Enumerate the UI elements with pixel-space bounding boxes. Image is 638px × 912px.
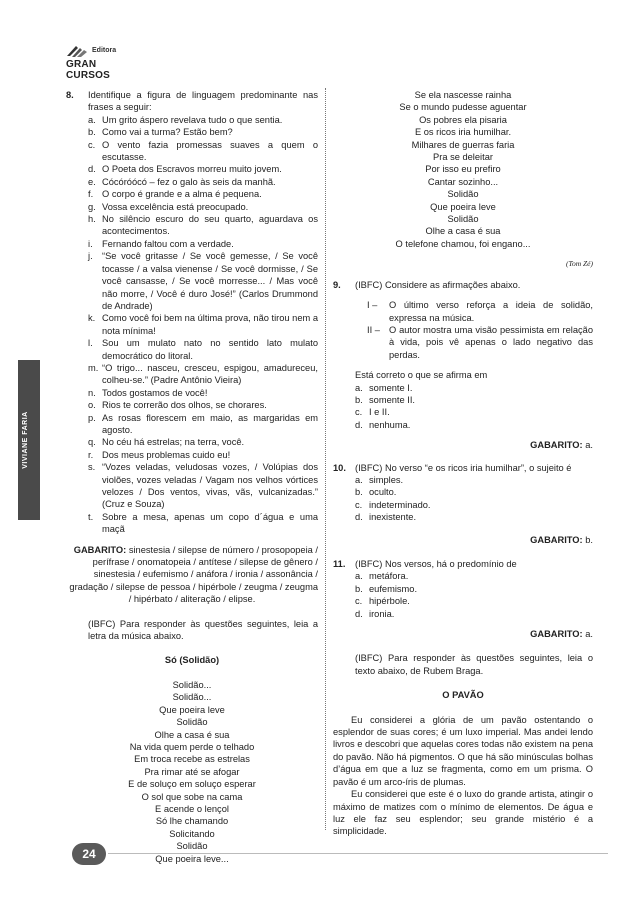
option-text: “O trigo... nasceu, cresceu, espigou, amadureceu, colheu-se.” (Padre Antônio Vieira) <box>102 362 318 386</box>
publisher-logo <box>66 44 136 81</box>
option-text: nenhuma. <box>369 419 411 430</box>
option-text: O Poeta dos Escravos morreu muito jovem. <box>102 164 282 175</box>
option-text: Todos gostamos de você! <box>102 387 208 398</box>
option-letter: b. <box>88 127 96 138</box>
option-letter: c. <box>355 407 363 418</box>
answer-key-value: a. <box>585 629 593 640</box>
statement-item <box>355 324 593 361</box>
option-letter: d. <box>355 419 363 430</box>
statement-label: I – <box>367 300 378 311</box>
page-number: 24 <box>72 843 106 865</box>
option-text: Sou um mulato nato no sentido lato mulato democrático do litoral. <box>102 338 318 361</box>
statement-list <box>355 299 593 361</box>
option-text: I e II. <box>369 407 390 418</box>
option-text: O corpo é grande e a alma é pequena. <box>102 189 262 200</box>
option-letter: d. <box>88 164 96 175</box>
question-11 <box>333 558 593 620</box>
poem-line: Cantar sozinho... <box>427 176 499 187</box>
question-number: 8. <box>66 90 74 100</box>
logo-brand-text: GRAN CURSOS <box>66 59 110 81</box>
option-letter: m. <box>88 362 99 373</box>
option-letter: c. <box>88 139 96 150</box>
option-text: somente I. <box>369 382 413 393</box>
option-letter: b. <box>355 583 363 594</box>
option-text: Fernando faltou com a verdade. <box>102 238 234 249</box>
statement-text: O autor mostra uma visão pessimista em relação à vida, pois vê apenas o lado negativo das perdas. <box>389 324 593 360</box>
option-item <box>355 474 593 486</box>
author-side-tab <box>18 360 40 520</box>
option-text: No silêncio escuro do seu quarto, aguardava os acontecimentos. <box>102 214 318 237</box>
answer-key-label: GABARITO: <box>530 629 583 640</box>
right-column <box>333 89 593 838</box>
logo-editora-text: Editora <box>92 47 117 54</box>
poem-line: Só lhe chamando <box>155 816 229 827</box>
text-paragraph-1: Eu considerei a glória de um pavão ostentando o esplendor de suas cores; é um luxo imperial. Mas andei lendo livros e descobri que aquelas cores todas não existem na pena do pavão. Não há pigmentos. O que há são minúsculas bolhas d’água em que a luz se fragmenta, como em um prisma. O pavão é um arco-íris de plumas. <box>333 714 593 787</box>
question-8 <box>66 89 318 536</box>
option-list <box>355 570 593 620</box>
option-letter: l. <box>88 338 93 349</box>
option-letter: a. <box>355 571 363 582</box>
option-item <box>355 570 593 582</box>
poem-line: E acende o lençol <box>155 803 229 814</box>
poem-line: E de soluço em soluço esperar <box>128 779 256 790</box>
option-text: Sobre a mesa, apenas um copo d´água e uma maçã <box>102 511 318 535</box>
page-footer <box>72 843 612 865</box>
question-9 <box>333 279 593 431</box>
poem-line: Olhe a casa é sua <box>154 729 230 740</box>
option-item <box>355 511 593 523</box>
question-number: 9. <box>333 279 341 290</box>
option-text: O vento fazia promessas suaves a quem o escutasse. <box>102 139 318 163</box>
left-column <box>66 89 318 865</box>
option-letter: c. <box>355 499 363 510</box>
option-text: “Se você gritasse / Se você gemesse, / Se você tocasse / a valsa vienense / Se você dormisse, / Se você cansasse, / Se você morresse... / Mas você não morre, / Você é duro José!” (Carlos Drummond de Andrade) <box>102 251 318 311</box>
option-letter: a. <box>355 474 363 485</box>
option-text: oculto. <box>369 487 397 498</box>
poem-lines-right <box>333 89 593 250</box>
poem-line: Solidão <box>176 841 208 852</box>
option-item <box>88 126 318 138</box>
option-text: Dos meus problemas cuido eu! <box>102 449 231 460</box>
option-item <box>355 595 593 607</box>
poem-lines-left <box>66 679 318 865</box>
option-letter: e. <box>88 176 96 187</box>
poem-line: Solidão <box>176 717 208 728</box>
option-text: indeterminado. <box>369 499 431 510</box>
option-letter: o. <box>88 400 96 411</box>
statement-label: II – <box>367 324 380 335</box>
option-text: No céu há estrelas; na terra, você. <box>102 437 245 448</box>
option-item <box>355 499 593 511</box>
option-item <box>88 312 318 337</box>
poem-line: Solicitando <box>169 828 215 839</box>
answer-key-label: GABARITO: <box>530 534 583 545</box>
option-item <box>88 337 318 362</box>
option-item <box>88 436 318 448</box>
option-item <box>88 412 318 437</box>
poem-line: Se o mundo pudesse aguentar <box>399 102 527 113</box>
option-text: Rios te correrão dos olhos, se chorares. <box>102 400 267 411</box>
poem-line: Pra rimar até se afogar <box>144 766 240 777</box>
option-text: Cócóróócó – fez o galo às seis da manhã. <box>102 176 276 187</box>
option-item <box>88 238 318 250</box>
poem-line: O sol que sobe na cama <box>141 791 243 802</box>
option-letter: b. <box>355 487 363 498</box>
poem-line: Que poeira leve <box>430 201 496 212</box>
music-intro: (IBFC) Para responder às questões seguintes, leia a letra da música abaixo. <box>88 618 318 642</box>
option-letter: s. <box>88 462 96 473</box>
option-item <box>355 583 593 595</box>
option-item <box>88 201 318 213</box>
option-item <box>88 188 318 200</box>
answer-key-value: b. <box>585 534 593 545</box>
option-text: hipérbole. <box>369 596 410 607</box>
option-letter: b. <box>355 394 363 405</box>
option-item <box>355 394 593 406</box>
poem-line: Os pobres ela pisaria <box>419 114 507 125</box>
option-letter: g. <box>88 201 96 212</box>
footer-rule <box>108 853 608 854</box>
answer-key-label: GABARITO: <box>73 544 127 555</box>
poem-line: Que poeira leve... <box>155 853 229 864</box>
answer-key-value: a. <box>585 440 593 451</box>
option-item <box>88 163 318 175</box>
option-letter: r. <box>88 449 94 460</box>
question-subprompt: Está correto o que se afirma em <box>355 370 488 381</box>
statement-text: O último verso reforça a ideia de solidão, expressa na música. <box>389 300 593 323</box>
option-letter: i. <box>88 238 93 249</box>
option-item <box>88 362 318 387</box>
question-prompt: (IBFC) Nos versos, há o predomínio de <box>355 559 517 569</box>
option-item <box>88 449 318 461</box>
poem-line: Por isso eu prefiro <box>425 164 501 175</box>
answer-key-8 <box>66 544 318 606</box>
option-text: “Vozes veladas, veludosas vozes, / Volúpias dos violões, vozes veladas / Vagam nos velhos vórtices velozes / Dos ventos, vivas, vãs, vulcanizadas.” (Cruz e Souza) <box>102 462 318 510</box>
option-text: Como vai a turma? Estão bem? <box>102 127 233 138</box>
poem-credit: (Tom Zé) <box>565 259 593 269</box>
option-item <box>355 382 593 394</box>
option-item <box>88 213 318 238</box>
option-letter: j. <box>88 251 93 262</box>
answer-key-11 <box>333 628 593 640</box>
question-prompt: (IBFC) No verso “e os ricos iria humilhar”, o sujeito é <box>355 462 572 473</box>
text-paragraph-2: Eu considerei que este é o luxo do grande artista, atingir o máximo de matizes com o mínimo de elementos. De água e luz ele faz seu esplendor; seu grande mistério é a simplicidade. <box>333 789 593 837</box>
option-list <box>355 474 593 524</box>
column-divider <box>325 88 326 830</box>
poem-line: Solidão <box>447 214 479 225</box>
option-item <box>355 608 593 620</box>
poem-line: Solidão... <box>172 692 212 703</box>
question-number: 11. <box>333 559 346 569</box>
statement-item <box>355 299 593 324</box>
poem-line: Olhe a casa é sua <box>425 226 501 237</box>
poem-line: Solidão... <box>172 679 212 690</box>
option-item <box>88 114 318 126</box>
question-prompt: Identifique a figura de linguagem predominante nas frases a seguir: <box>88 90 318 113</box>
option-letter: n. <box>88 387 96 398</box>
question-10 <box>333 462 593 524</box>
option-item <box>355 406 593 418</box>
option-letter: k. <box>88 313 96 324</box>
question-prompt: (IBFC) Considere as afirmações abaixo. <box>355 279 521 290</box>
question-number: 10. <box>333 462 346 473</box>
text-title: O PAVÃO <box>442 690 484 701</box>
option-item <box>88 176 318 188</box>
option-item <box>88 461 318 511</box>
option-text: somente II. <box>369 394 415 405</box>
answer-key-10 <box>333 534 593 546</box>
option-letter: a. <box>88 114 96 125</box>
option-text: eufemismo. <box>369 583 418 594</box>
option-item <box>88 139 318 164</box>
text-intro: (IBFC) Para responder às questões seguintes, leia o texto abaixo, de Rubem Braga. <box>355 653 593 676</box>
option-letter: d. <box>355 608 363 619</box>
option-list <box>88 114 318 536</box>
option-text: simples. <box>369 474 404 485</box>
poem-line: Solidão <box>447 189 479 200</box>
poem-line: Na vida quem perde o telhado <box>129 741 255 752</box>
option-item <box>355 419 593 431</box>
poem-line: Em troca recebe as estrelas <box>134 754 250 765</box>
answer-key-9 <box>333 439 593 451</box>
book-logo-icon <box>66 44 90 58</box>
option-letter: p. <box>88 412 96 423</box>
option-letter: a. <box>355 382 363 393</box>
option-letter: f. <box>88 189 94 200</box>
poem-line: Que poeira leve <box>159 704 225 715</box>
option-text: metáfora. <box>369 571 409 582</box>
option-text: Como você foi bem na última prova, não tirou nem a nota mínima! <box>102 313 319 336</box>
option-item <box>88 387 318 399</box>
poem-title: Só (Solidão) <box>164 655 220 666</box>
poem-line: Milhares de guerras faria <box>411 139 515 150</box>
option-text: inexistente. <box>369 512 417 523</box>
poem-line: O telefone chamou, foi engano... <box>395 238 531 249</box>
poem-line: E os ricos iria humilhar. <box>414 127 512 138</box>
option-item <box>88 399 318 411</box>
option-letter: t. <box>88 511 94 522</box>
answer-key-label: GABARITO: <box>530 440 583 451</box>
option-item <box>88 511 318 536</box>
author-name: VIVIANE FARIA <box>22 411 29 469</box>
option-item <box>355 486 593 498</box>
option-text: ironia. <box>369 608 395 619</box>
option-letter: h. <box>88 214 96 225</box>
option-list <box>355 382 593 432</box>
option-letter: d. <box>355 512 363 523</box>
option-item <box>88 250 318 312</box>
poem-line: Pra se deleitar <box>433 152 493 163</box>
option-text: As rosas florescem em maio, as margaridas em agosto. <box>102 412 318 435</box>
option-letter: q. <box>88 437 96 448</box>
option-text: Vossa excelência está preocupado. <box>102 201 249 212</box>
poem-line: Se ela nascesse rainha <box>414 90 512 100</box>
option-text: Um grito áspero revelava tudo o que sentia. <box>102 114 283 125</box>
option-letter: c. <box>355 596 363 607</box>
answer-key-text: sinestesia / silepse de número / prosopopeia / perífrase / onomatopeia / antítese / silepse de gênero / sinestesia / eufemismo / anáfora / ironia / assonância / gradação / silepse de pessoa / hipérbole / zeugma / zeugma / hipérbato / aliteração / elipse. <box>69 544 318 605</box>
